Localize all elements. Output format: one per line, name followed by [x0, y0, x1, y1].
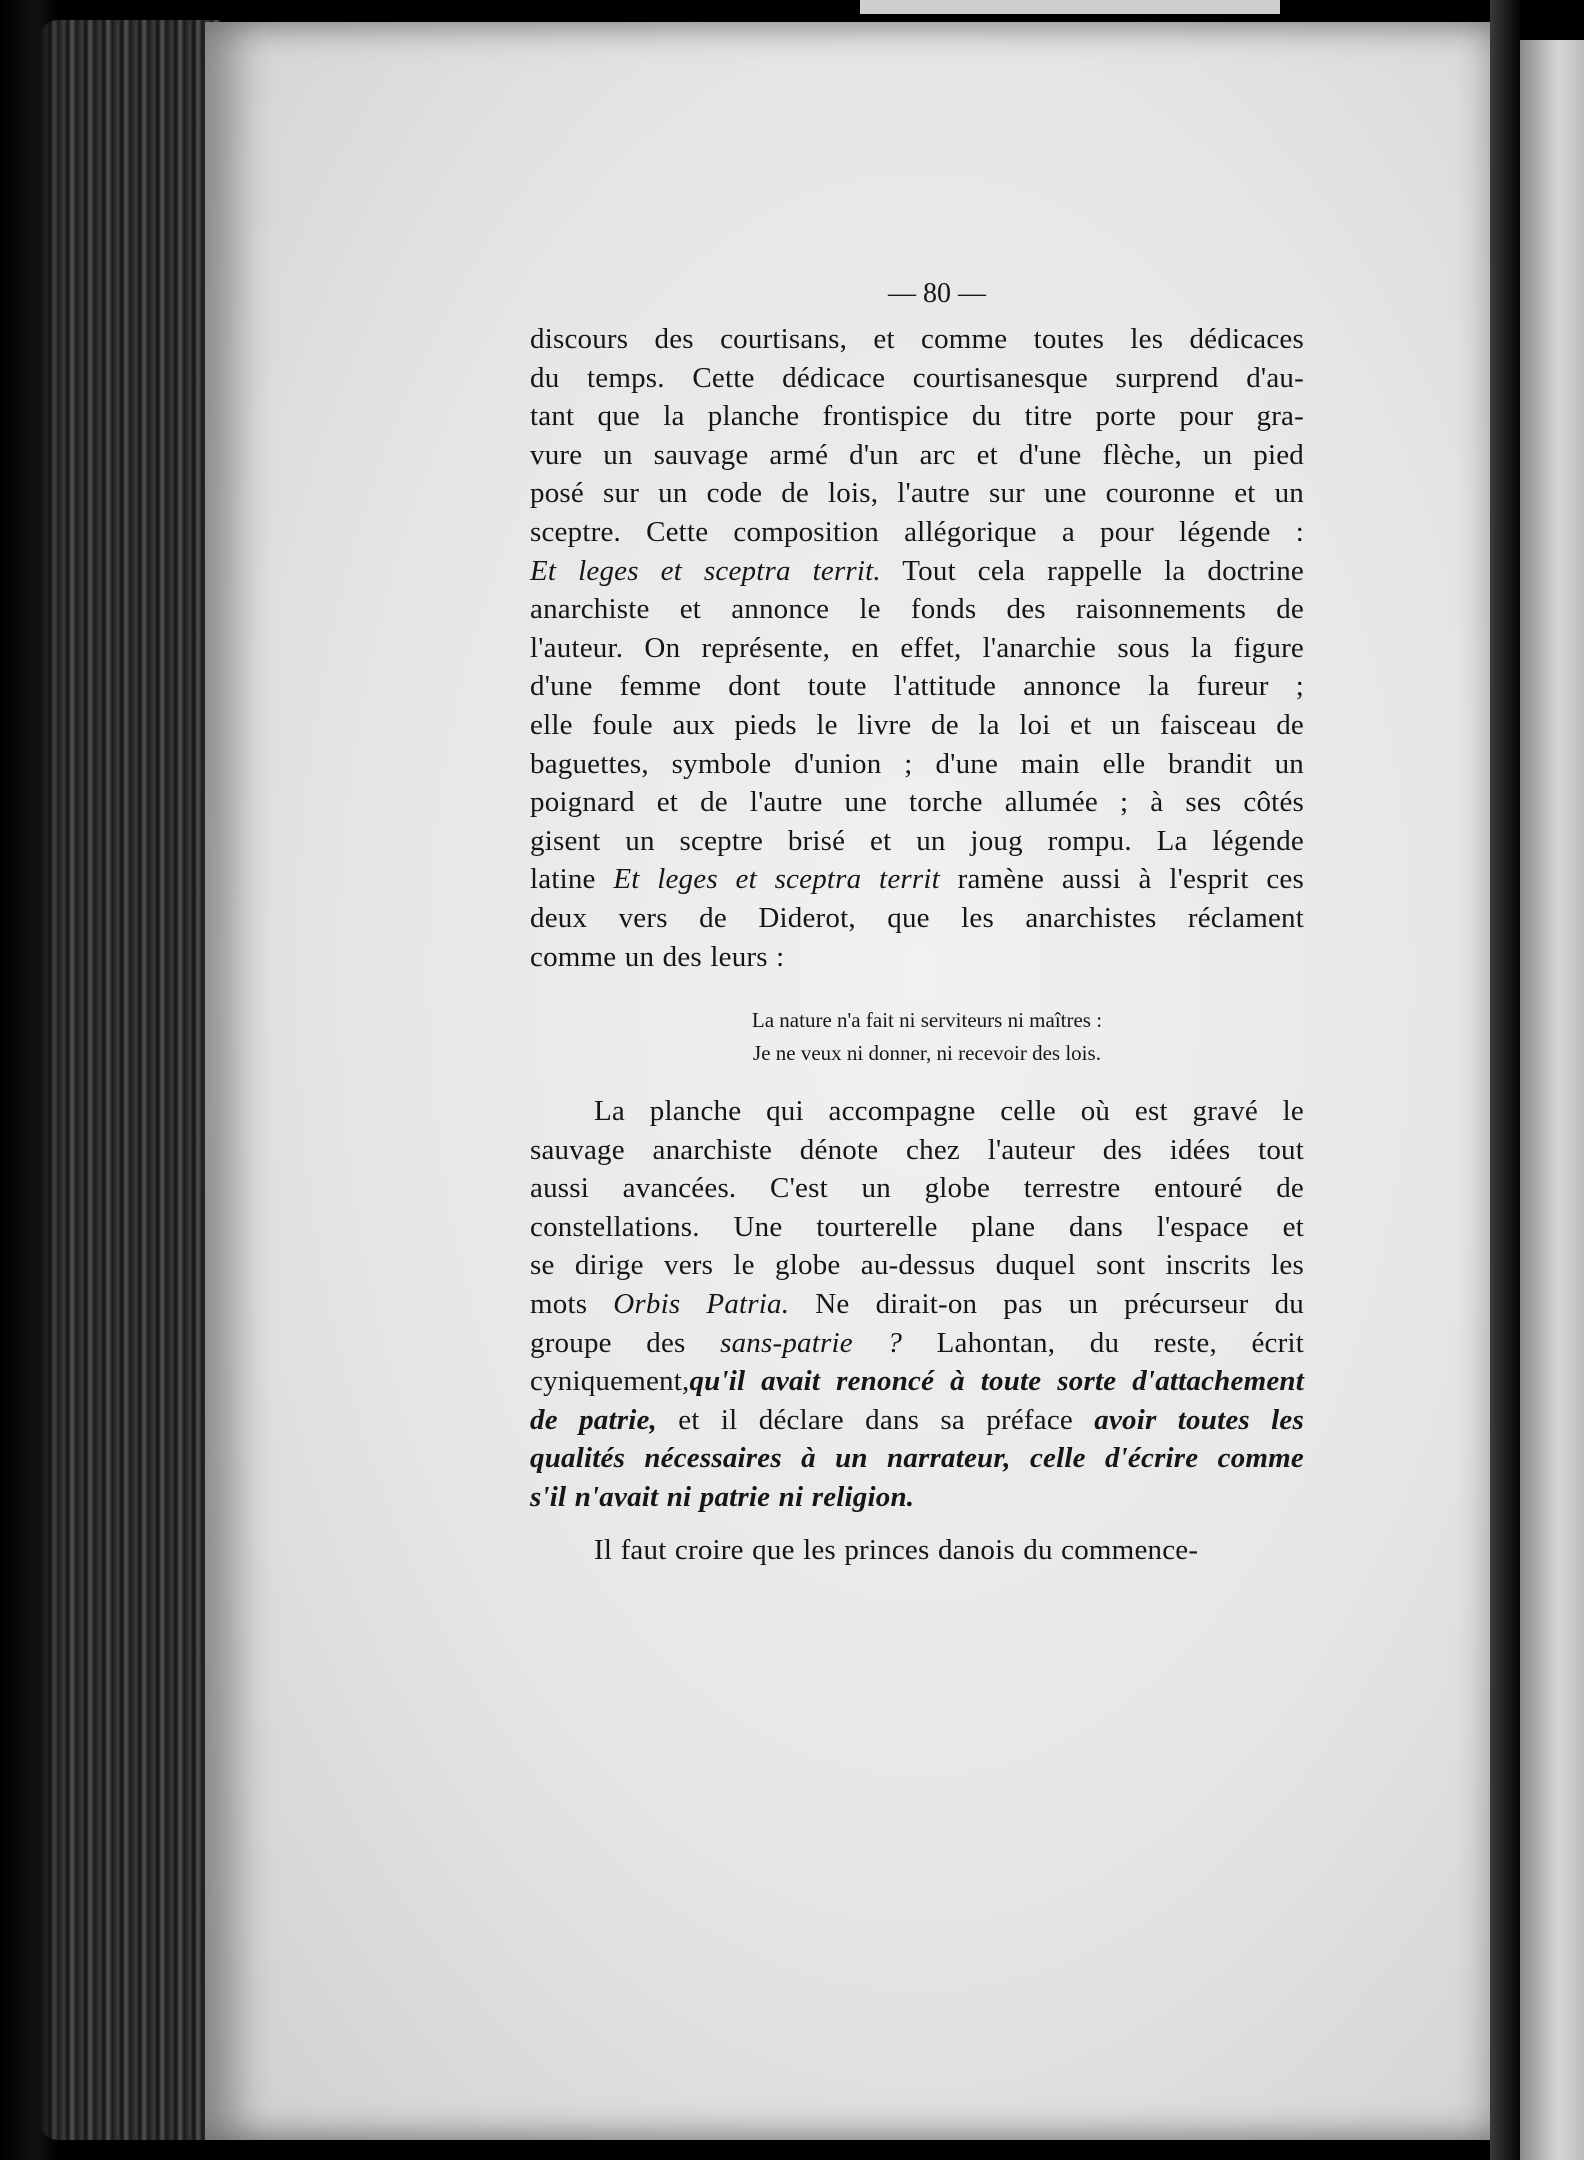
italic-phrase: sans-patrie ?	[720, 1326, 903, 1359]
spacer	[530, 1517, 1304, 1531]
text-fragment: groupe des	[530, 1326, 721, 1359]
text-fragment: latine	[530, 863, 614, 896]
italic-phrase: qu'il avait renoncé à toute sorte d'attachement	[689, 1365, 1304, 1398]
italic-phrase: Orbis Patria.	[613, 1288, 790, 1321]
verse-quote	[530, 1004, 1304, 1070]
text-line: du temps. Cette dédicace courtisanesque surprend d'au-	[530, 361, 1304, 394]
text-fragment: et il déclare dans sa préface	[657, 1403, 1095, 1436]
italic-legend: Et leges et sceptra territ	[613, 863, 940, 896]
text-line: deux vers de Diderot, que les anarchistes réclament	[530, 901, 1304, 934]
page-number: — 80 —	[888, 278, 986, 309]
text-line	[530, 1324, 1304, 1363]
text-line	[530, 860, 1304, 899]
text-fragment: Ne dirait-on pas un précurseur du	[789, 1288, 1304, 1321]
right-gutter	[1490, 0, 1520, 2160]
italic-phrase: avoir toutes les	[1094, 1403, 1304, 1436]
italic-phrase: qualités nécessaires à un narrateur, celle d'écrire comme	[530, 1442, 1304, 1475]
text-line: gisent un sceptre brisé et un joug rompu. La légende	[530, 824, 1304, 857]
text-fragment: ramène aussi à l'esprit ces	[939, 863, 1304, 896]
text-line	[530, 1285, 1304, 1324]
text-line: d'une femme dont toute l'attitude annonce la fureur ;	[530, 670, 1304, 703]
text-fragment: Lahontan, du reste, écrit	[902, 1326, 1304, 1359]
text-fragment: mots	[530, 1288, 614, 1321]
page-text	[530, 270, 1304, 1569]
text-line: posé sur un code de lois, l'autre sur une couronne et un	[530, 477, 1304, 510]
text-line	[530, 1362, 1304, 1401]
text-line: se dirige vers le globe au-dessus duquel sont inscrits les	[530, 1249, 1304, 1282]
paragraph-3	[530, 1531, 1304, 1570]
text-line: elle foule aux pieds le livre de la loi et un faisceau de	[530, 708, 1304, 741]
verse-line: Je ne veux ni donner, ni recevoir des lois.	[753, 1041, 1101, 1066]
text-line: La planche qui accompagne celle où est gravé le	[594, 1095, 1304, 1128]
text-fragment: Tout cela rappelle la doctrine	[880, 554, 1304, 587]
text-line: anarchiste et annonce le fonds des raisonnements de	[530, 593, 1304, 626]
text-fragment: cyniquement,	[530, 1365, 690, 1398]
text-line	[530, 1401, 1304, 1440]
text-line: Il faut croire que les princes danois du commence-	[594, 1533, 1199, 1566]
italic-phrase: de patrie,	[530, 1403, 657, 1436]
text-line: discours des courtisans, et comme toutes les dédicaces	[530, 323, 1304, 355]
text-line: comme un des leurs :	[530, 940, 785, 973]
verse-line: La nature n'a fait ni serviteurs ni maîtres :	[751, 1008, 1103, 1033]
paragraph-2	[530, 1092, 1304, 1517]
text-line: sceptre. Cette composition allégorique a pour légende :	[530, 515, 1304, 548]
text-line: sauvage anarchiste dénote chez l'auteur des idées tout	[530, 1133, 1304, 1166]
text-line: tant que la planche frontispice du titre porte pour gra-	[530, 400, 1304, 433]
left-page-edges	[40, 20, 220, 2140]
top-paper-strip	[860, 0, 1280, 14]
text-line: aussi avancées. C'est un globe terrestre entouré de	[530, 1172, 1304, 1205]
next-page-sliver	[1520, 40, 1584, 2160]
text-line	[530, 1478, 1304, 1517]
paragraph-1	[530, 320, 1304, 976]
text-line: l'auteur. On représente, en effet, l'anarchie sous la figure	[530, 631, 1304, 664]
left-shadow	[0, 0, 60, 2160]
text-line	[530, 1439, 1304, 1478]
text-line: vure un sauvage armé d'un arc et d'une flèche, un pied	[530, 438, 1304, 471]
italic-legend: Et leges et sceptra territ.	[530, 554, 881, 587]
italic-phrase: s'il n'avait ni patrie ni religion.	[530, 1481, 915, 1514]
text-line: poignard et de l'autre une torche allumée ; à ses côtés	[530, 786, 1304, 819]
text-line: constellations. Une tourterelle plane dans l'espace et	[530, 1210, 1304, 1243]
text-line: baguettes, symbole d'union ; d'une main elle brandit un	[530, 747, 1304, 780]
text-line	[530, 552, 1304, 591]
